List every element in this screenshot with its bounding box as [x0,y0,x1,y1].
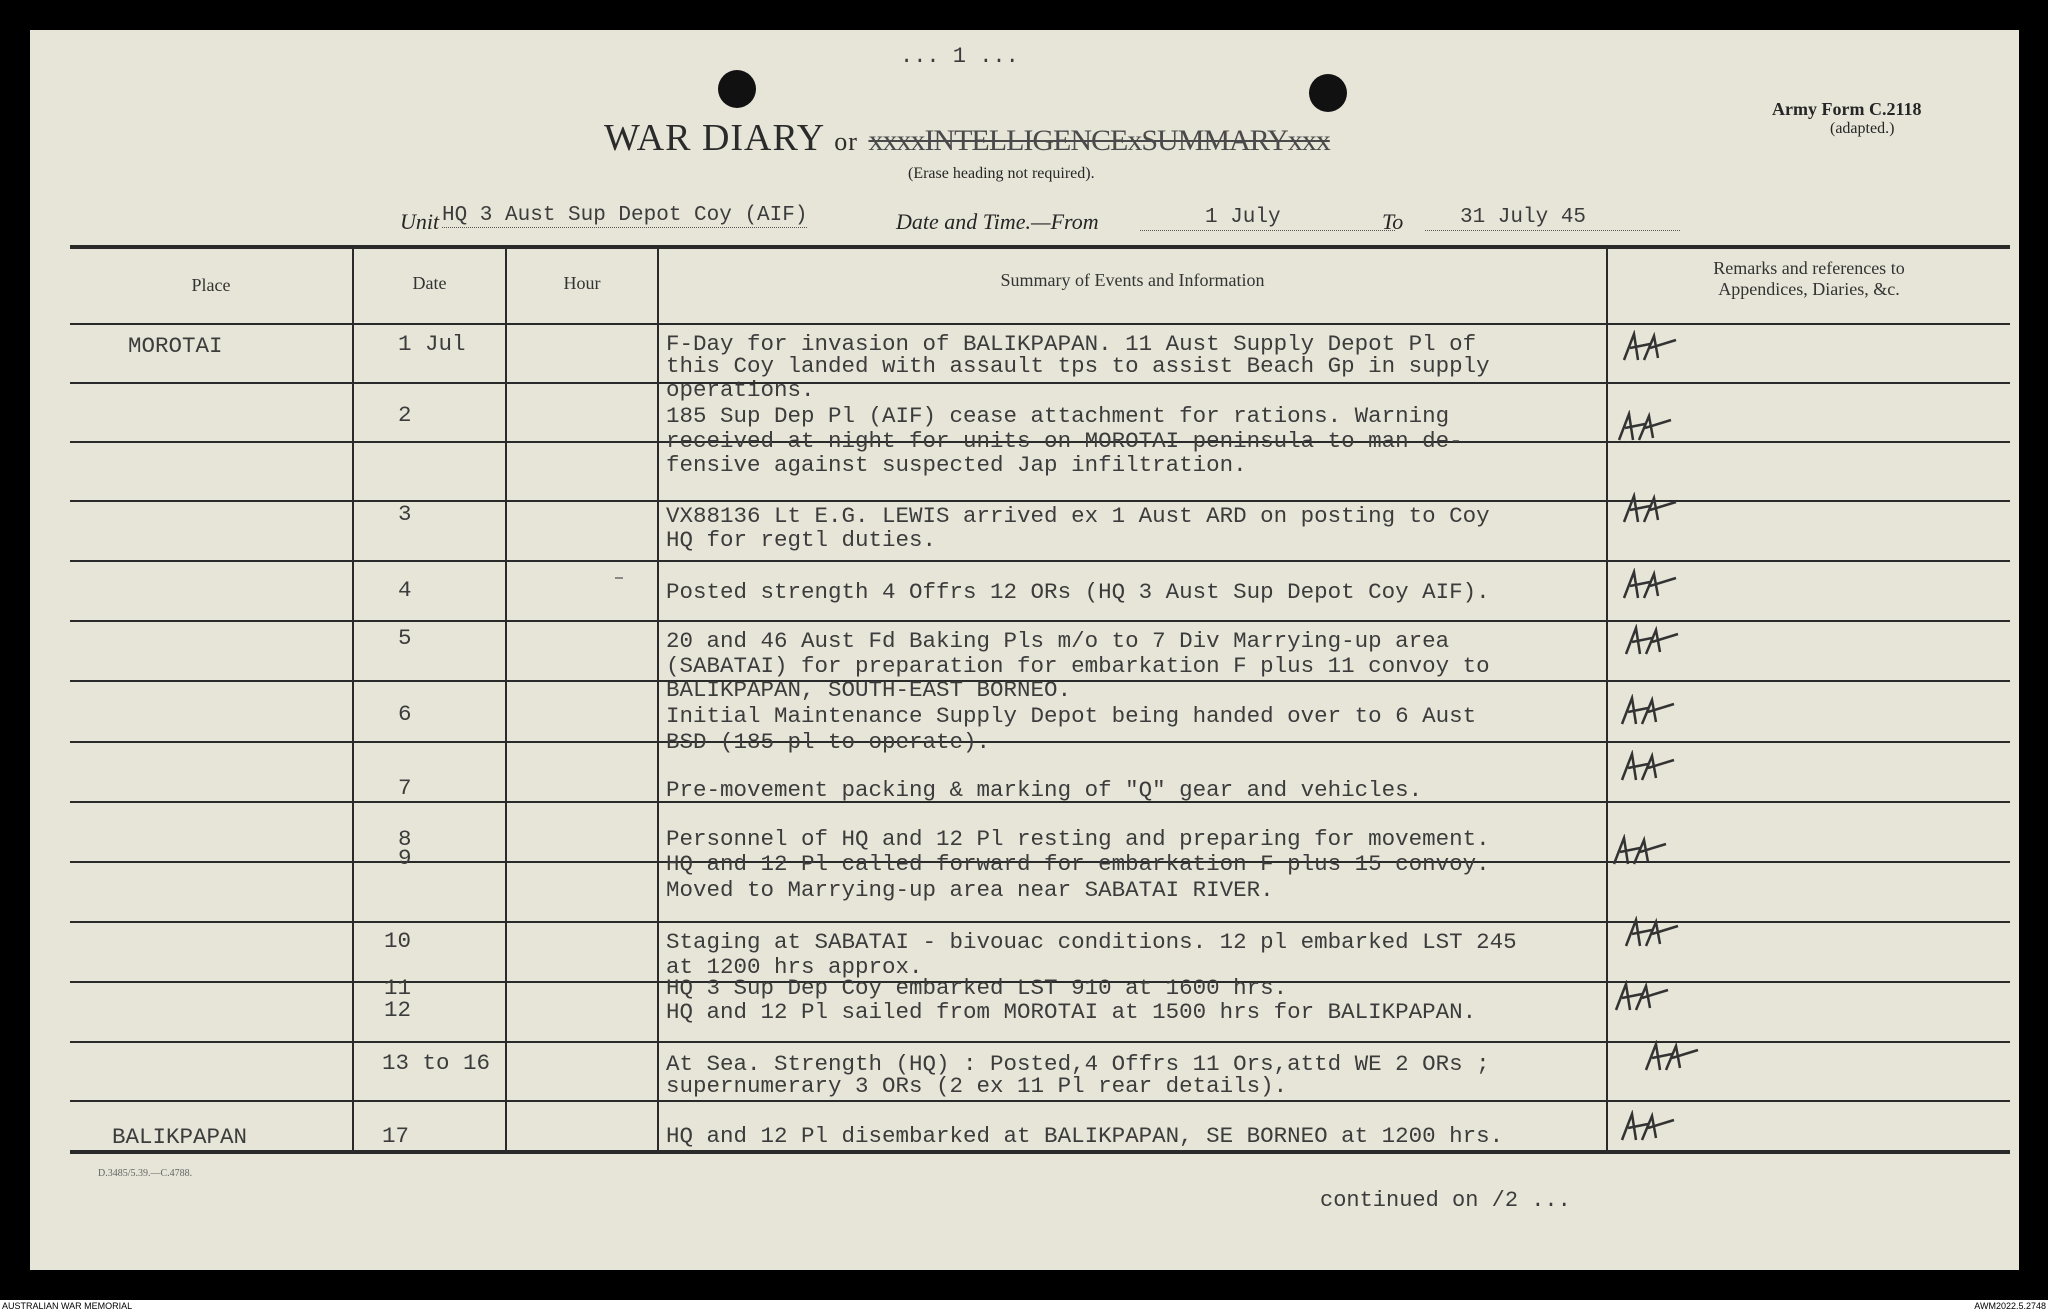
date-4: 4 [398,577,412,603]
date-1: 1 Jul [398,331,466,357]
entry-3-line-1: VX88136 Lt E.G. LEWIS arrived ex 1 Aust ARD on posting to Coy [666,503,1490,529]
title-war-diary: WAR DIARY [604,117,824,159]
place-morotai: MOROTAI [128,333,223,359]
initials-mark [1620,330,1680,364]
date-5: 5 [398,625,412,651]
initials-mark [1622,624,1682,658]
adapted-label: (adapted.) [1830,120,1895,137]
title-or: or [834,127,858,156]
col-header-place: Place [191,275,231,295]
initials-mark [1612,980,1672,1014]
initials-mark [1610,834,1670,868]
row-rule [70,560,2010,562]
hour-mark [615,577,623,579]
entry-12-line-1: HQ and 12 Pl sailed from MOROTAI at 1500 hrs for BALIKPAPAN. [666,999,1477,1025]
date-3: 3 [398,501,412,527]
archive-left-label: AUSTRALIAN WAR MEMORIAL [2,1301,133,1311]
archive-footer [0,1300,2048,1312]
col-header-remarks-2: Appendices, Diaries, &c. [1718,279,1900,299]
initials-mark [1622,916,1682,950]
to-label: To [1382,209,1404,234]
punch-hole-left [718,70,756,108]
entry-17-line-1: HQ and 12 Pl disembarked at BALIKPAPAN, SE BORNEO at 1200 hrs. [666,1123,1504,1149]
entry-10-line-2: at 1200 hrs approx. [666,954,923,980]
col-header-summary: Summary of Events and Information [1000,270,1265,290]
entry-6-line-2: BSD (185 pl to operate). [666,729,991,755]
unit-value: HQ 3 Aust Sup Depot Coy (AIF) [442,204,808,227]
entry-4-line-1: Posted strength 4 Offrs 12 ORs (HQ 3 Aust Sup Depot Coy AIF). [666,579,1490,605]
row-rule [70,921,2010,923]
entry-2-line-1: 185 Sup Dep Pl (AIF) cease attachment for rations. Warning [666,403,1450,429]
from-value: 1 July [1205,206,1281,229]
row-rule [70,1041,2010,1043]
document-title [604,116,1330,160]
date-2: 2 [398,402,412,428]
page-number: ... 1 ... [900,44,1019,69]
date-9: 9 [398,845,412,871]
entry-7-line-1: Pre-movement packing & marking of "Q" gear and vehicles. [666,777,1423,803]
to-dotted-line [1425,230,1680,231]
print-code: D.3485/5.39.—C.4788. [98,1168,193,1179]
continued-note: continued on /2 ... [1320,1188,1571,1213]
date-11: 11 [384,975,412,1001]
archive-right-label: AWM2022.5.2748 [1974,1301,2046,1311]
entry-5-line-3: BALIKPAPAN, SOUTH-EAST BORNEO. [666,677,1072,703]
document-page [30,30,2019,1270]
initials-mark [1618,1110,1678,1144]
date-6: 6 [398,701,412,727]
row-rule [70,382,2010,384]
entry-2-line-2: received at night for units on MOROTAI peninsula to man de- [666,428,1463,454]
title-intelligence-summary-struck: xxxxINTELLIGENCExSUMMARYxxx [868,124,1330,157]
row-rule [70,1100,2010,1102]
to-value: 31 July 45 [1460,206,1587,229]
from-dotted-line [1140,230,1395,231]
col-header-date: Date [412,273,447,293]
entry-11-line-1: HQ 3 Sup Dep Coy embarked LST 910 at 1600 hrs. [666,975,1288,1001]
entry-1-line-3: operations. [666,377,815,403]
entry-9-line-1: HQ and 12 Pl called forward for embarkation F plus 15 convoy. [666,851,1490,877]
date-10: 10 [384,928,412,954]
col-header-hour: Hour [563,273,601,293]
date-13-to-16: 13 to 16 [382,1050,491,1076]
entry-13-line-2: supernumerary 3 ORs (2 ex 11 Pl rear details). [666,1073,1288,1099]
date-12: 12 [384,997,412,1023]
date-17: 17 [382,1123,410,1149]
table-top-rule [70,245,2010,249]
table-bottom-rule [70,1150,2010,1154]
row-rule [70,323,2010,325]
initials-mark [1618,750,1678,784]
entry-5-line-1: 20 and 46 Aust Fd Baking Pls m/o to 7 Div Marrying-up area [666,628,1450,654]
entry-3-line-2: HQ for regtl duties. [666,527,937,553]
erase-note: (Erase heading not required). [908,165,1095,182]
col-header-remarks-1: Remarks and references to [1713,258,1905,278]
date-8: 8 [398,826,412,852]
row-rule [70,620,2010,622]
initials-mark [1642,1040,1702,1074]
entry-9-line-2: Moved to Marrying-up area near SABATAI RIVER. [666,877,1274,903]
date-7: 7 [398,775,412,801]
army-form-label: Army Form C.2118 [1772,99,1922,119]
row-rule [70,741,2010,743]
entry-5-line-2: (SABATAI) for preparation for embarkation F plus 11 convoy to [666,653,1490,679]
initials-mark [1618,694,1678,728]
place-balikpapan: BALIKPAPAN [112,1124,248,1150]
row-rule [70,500,2010,502]
initials-mark [1620,492,1680,526]
entry-10-line-1: Staging at SABATAI - bivouac conditions. 12 pl embarked LST 245 [666,929,1517,955]
entry-1-line-2: this Coy landed with assault tps to assist Beach Gp in supply [666,353,1490,379]
unit-label: Unit [400,209,440,234]
entry-6-line-1: Initial Maintenance Supply Depot being handed over to 6 Aust [666,703,1477,729]
initials-mark [1615,410,1675,444]
entry-8-line-1: Personnel of HQ and 12 Pl resting and preparing for movement. [666,826,1490,852]
date-time-label: Date and Time.—From [896,209,1099,234]
entry-13-line-1: At Sea. Strength (HQ) : Posted,4 Offrs 11 Ors,attd WE 2 ORs ; [666,1051,1490,1077]
entry-2-line-3: fensive against suspected Jap infiltration. [666,452,1247,478]
initials-mark [1620,568,1680,602]
entry-1-line-1: F-Day for invasion of BALIKPAPAN. 11 Aust Supply Depot Pl of [666,331,1477,357]
punch-hole-right [1309,74,1347,112]
